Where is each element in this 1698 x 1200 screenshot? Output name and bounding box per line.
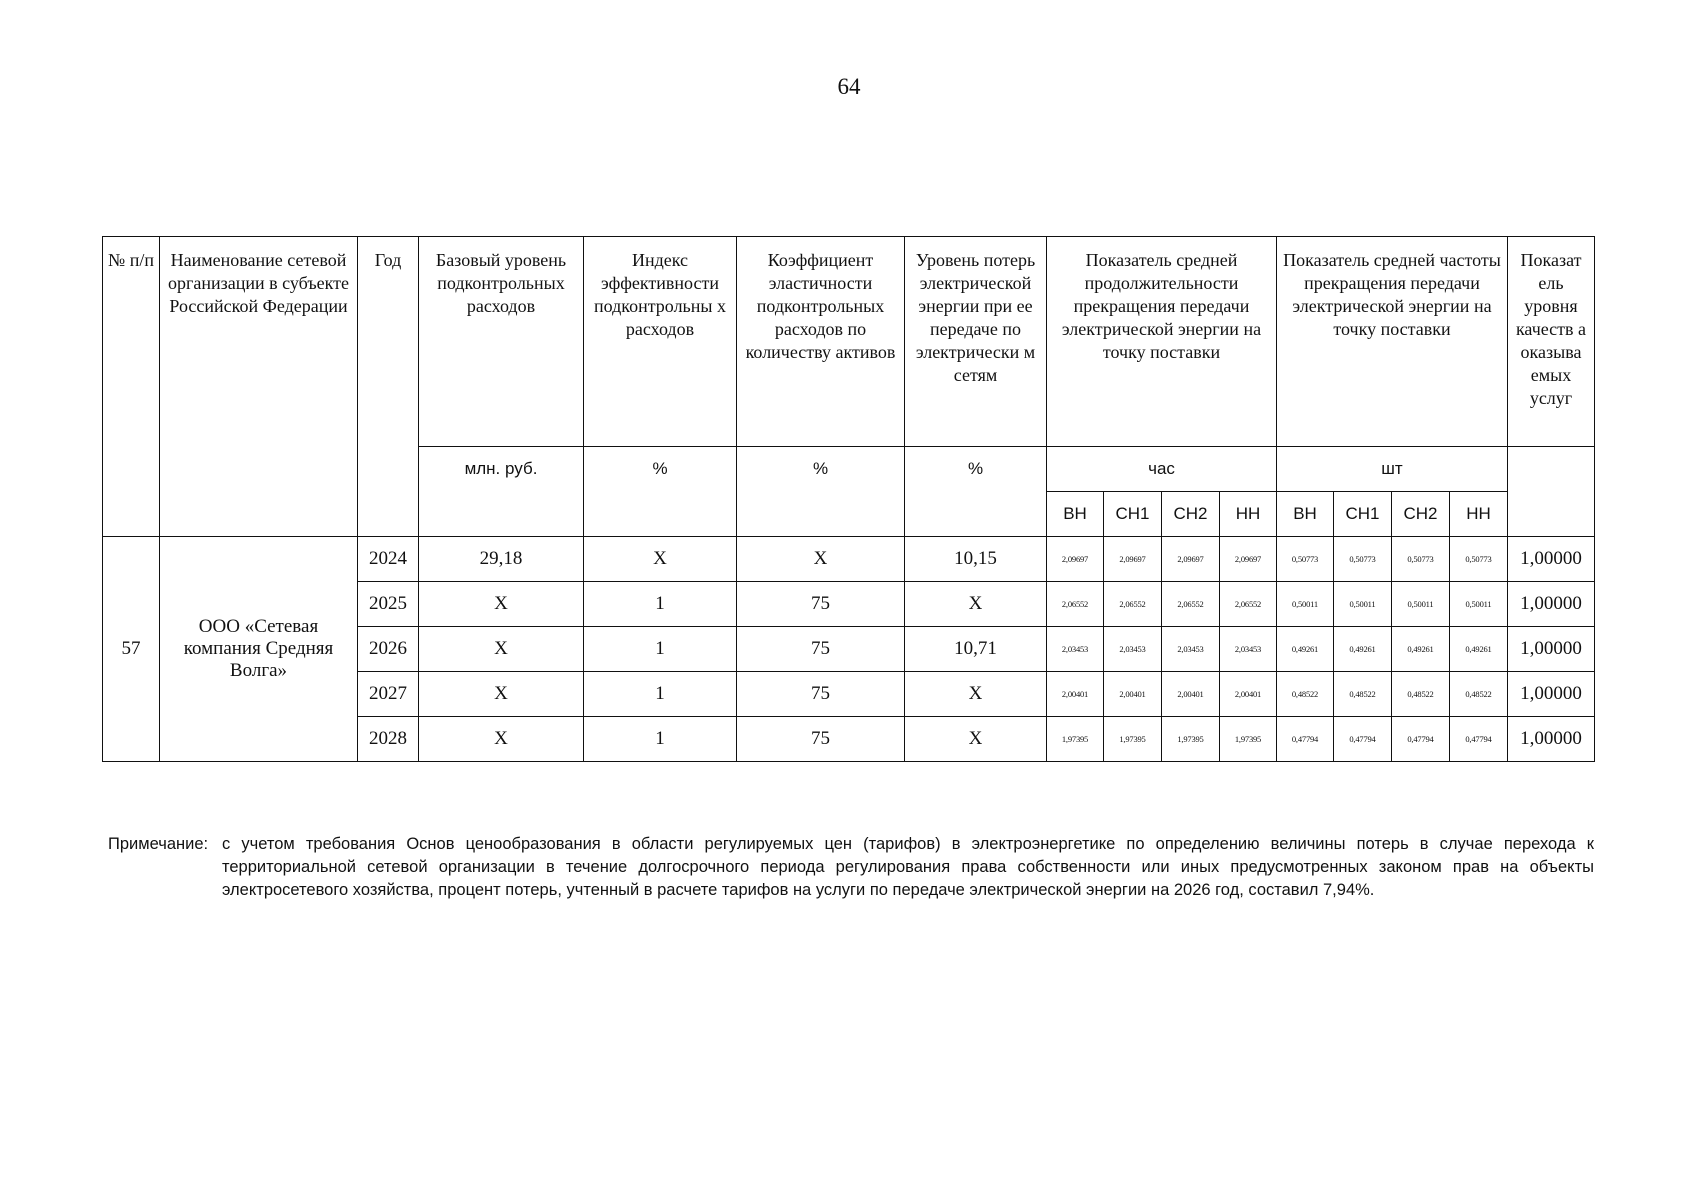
cell-coef: 75 (737, 582, 905, 627)
unit-loss: % (905, 447, 1047, 537)
header-index: Индекс эффективности подконтрольны х расходов (584, 237, 737, 447)
cell-year: 2028 (358, 717, 419, 762)
cell-dur-sn1: 1,97395 (1104, 717, 1162, 762)
unit-index: % (584, 447, 737, 537)
cell-dur-nn: 2,00401 (1220, 672, 1277, 717)
cell-freq-nn: 0,47794 (1450, 717, 1508, 762)
cell-loss: 10,15 (905, 537, 1047, 582)
cell-dur-sn2: 2,06552 (1162, 582, 1220, 627)
sub-dur-sn2: СН2 (1162, 492, 1220, 537)
org-name: ООО «Сетевая компания Средняя Волга» (160, 537, 358, 762)
cell-dur-nn: 2,03453 (1220, 627, 1277, 672)
cell-freq-sn1: 0,50773 (1334, 537, 1392, 582)
page-number: 64 (837, 74, 861, 99)
unit-frequency: шт (1277, 447, 1508, 492)
cell-base: X (419, 672, 584, 717)
cell-loss: 10,71 (905, 627, 1047, 672)
unit-base: млн. руб. (419, 447, 584, 537)
note (108, 833, 1594, 902)
cell-dur-sn1: 2,09697 (1104, 537, 1162, 582)
header-year: Год (358, 237, 419, 537)
row-num: 57 (103, 537, 160, 762)
cell-freq-vn: 0,48522 (1277, 672, 1334, 717)
cell-dur-sn1: 2,03453 (1104, 627, 1162, 672)
cell-base: 29,18 (419, 537, 584, 582)
header-num: № п/п (103, 237, 160, 537)
unit-duration: час (1047, 447, 1277, 492)
header-org: Наименование сетевой организации в субъекте Российской Федерации (160, 237, 358, 537)
cell-freq-vn: 0,49261 (1277, 627, 1334, 672)
cell-coef: 75 (737, 717, 905, 762)
cell-dur-vn: 1,97395 (1047, 717, 1104, 762)
cell-loss: X (905, 582, 1047, 627)
cell-quality: 1,00000 (1508, 582, 1595, 627)
cell-freq-nn: 0,50773 (1450, 537, 1508, 582)
cell-dur-nn: 1,97395 (1220, 717, 1277, 762)
header-frequency: Показатель средней частоты прекращения передачи электрической энергии на точку поставки (1277, 237, 1508, 447)
header-loss: Уровень потерь электрической энергии при ее передаче по электрически м сетям (905, 237, 1047, 447)
cell-dur-sn2: 2,09697 (1162, 537, 1220, 582)
sub-dur-nn: НН (1220, 492, 1277, 537)
sub-freq-vn: ВН (1277, 492, 1334, 537)
unit-coef: % (737, 447, 905, 537)
cell-year: 2025 (358, 582, 419, 627)
sub-freq-sn1: СН1 (1334, 492, 1392, 537)
cell-index: X (584, 537, 737, 582)
cell-dur-vn: 2,09697 (1047, 537, 1104, 582)
data-table (102, 236, 1595, 762)
sub-dur-sn1: СН1 (1104, 492, 1162, 537)
cell-base: X (419, 582, 584, 627)
cell-year: 2026 (358, 627, 419, 672)
cell-freq-nn: 0,49261 (1450, 627, 1508, 672)
cell-quality: 1,00000 (1508, 672, 1595, 717)
cell-freq-vn: 0,50011 (1277, 582, 1334, 627)
cell-coef: X (737, 537, 905, 582)
cell-year: 2027 (358, 672, 419, 717)
header-coef: Коэффициент эластичности подконтрольных расходов по количеству активов (737, 237, 905, 447)
cell-freq-sn2: 0,49261 (1392, 627, 1450, 672)
cell-dur-sn1: 2,00401 (1104, 672, 1162, 717)
header-row (103, 237, 1595, 447)
cell-index: 1 (584, 717, 737, 762)
unit-quality (1508, 447, 1595, 537)
cell-base: X (419, 627, 584, 672)
cell-freq-sn1: 0,48522 (1334, 672, 1392, 717)
cell-base: X (419, 717, 584, 762)
header-quality: Показат ель уровня качеств а оказыва емых услуг (1508, 237, 1595, 447)
cell-freq-vn: 0,47794 (1277, 717, 1334, 762)
cell-loss: X (905, 672, 1047, 717)
cell-freq-sn1: 0,47794 (1334, 717, 1392, 762)
cell-dur-nn: 2,06552 (1220, 582, 1277, 627)
cell-freq-sn2: 0,50011 (1392, 582, 1450, 627)
cell-coef: 75 (737, 627, 905, 672)
cell-quality: 1,00000 (1508, 627, 1595, 672)
cell-freq-vn: 0,50773 (1277, 537, 1334, 582)
cell-index: 1 (584, 627, 737, 672)
sub-freq-nn: НН (1450, 492, 1508, 537)
cell-dur-nn: 2,09697 (1220, 537, 1277, 582)
cell-freq-sn1: 0,50011 (1334, 582, 1392, 627)
cell-freq-nn: 0,50011 (1450, 582, 1508, 627)
cell-loss: X (905, 717, 1047, 762)
cell-freq-sn1: 0,49261 (1334, 627, 1392, 672)
cell-quality: 1,00000 (1508, 537, 1595, 582)
cell-dur-vn: 2,06552 (1047, 582, 1104, 627)
cell-quality: 1,00000 (1508, 717, 1595, 762)
cell-coef: 75 (737, 672, 905, 717)
sub-freq-sn2: СН2 (1392, 492, 1450, 537)
cell-freq-nn: 0,48522 (1450, 672, 1508, 717)
cell-index: 1 (584, 672, 737, 717)
cell-dur-sn2: 2,00401 (1162, 672, 1220, 717)
cell-year: 2024 (358, 537, 419, 582)
cell-freq-sn2: 0,50773 (1392, 537, 1450, 582)
header-duration: Показатель средней продолжительности прекращения передачи электрической энергии на точку поставки (1047, 237, 1277, 447)
cell-index: 1 (584, 582, 737, 627)
cell-dur-vn: 2,03453 (1047, 627, 1104, 672)
note-text: с учетом требования Основ ценообразования в области регулируемых цен (тарифов) в электроэнергетике по определению величины потерь в случае перехода к территориальной сетевой организации в течение долгосрочного периода регулирования права собственности или иных предусмотренных законом прав на объекты электросетевого хозяйства, процент потерь, учтенный в расчете тарифов на услуги по передаче электрической энергии на 2026 год, составил 7,94%. (222, 835, 1594, 899)
sub-dur-vn: ВН (1047, 492, 1104, 537)
header-base: Базовый уровень подконтрольных расходов (419, 237, 584, 447)
cell-dur-vn: 2,00401 (1047, 672, 1104, 717)
cell-freq-sn2: 0,47794 (1392, 717, 1450, 762)
cell-dur-sn2: 2,03453 (1162, 627, 1220, 672)
cell-dur-sn2: 1,97395 (1162, 717, 1220, 762)
note-label: Примечание: (108, 835, 209, 853)
cell-dur-sn1: 2,06552 (1104, 582, 1162, 627)
table-row (103, 537, 1595, 582)
cell-freq-sn2: 0,48522 (1392, 672, 1450, 717)
